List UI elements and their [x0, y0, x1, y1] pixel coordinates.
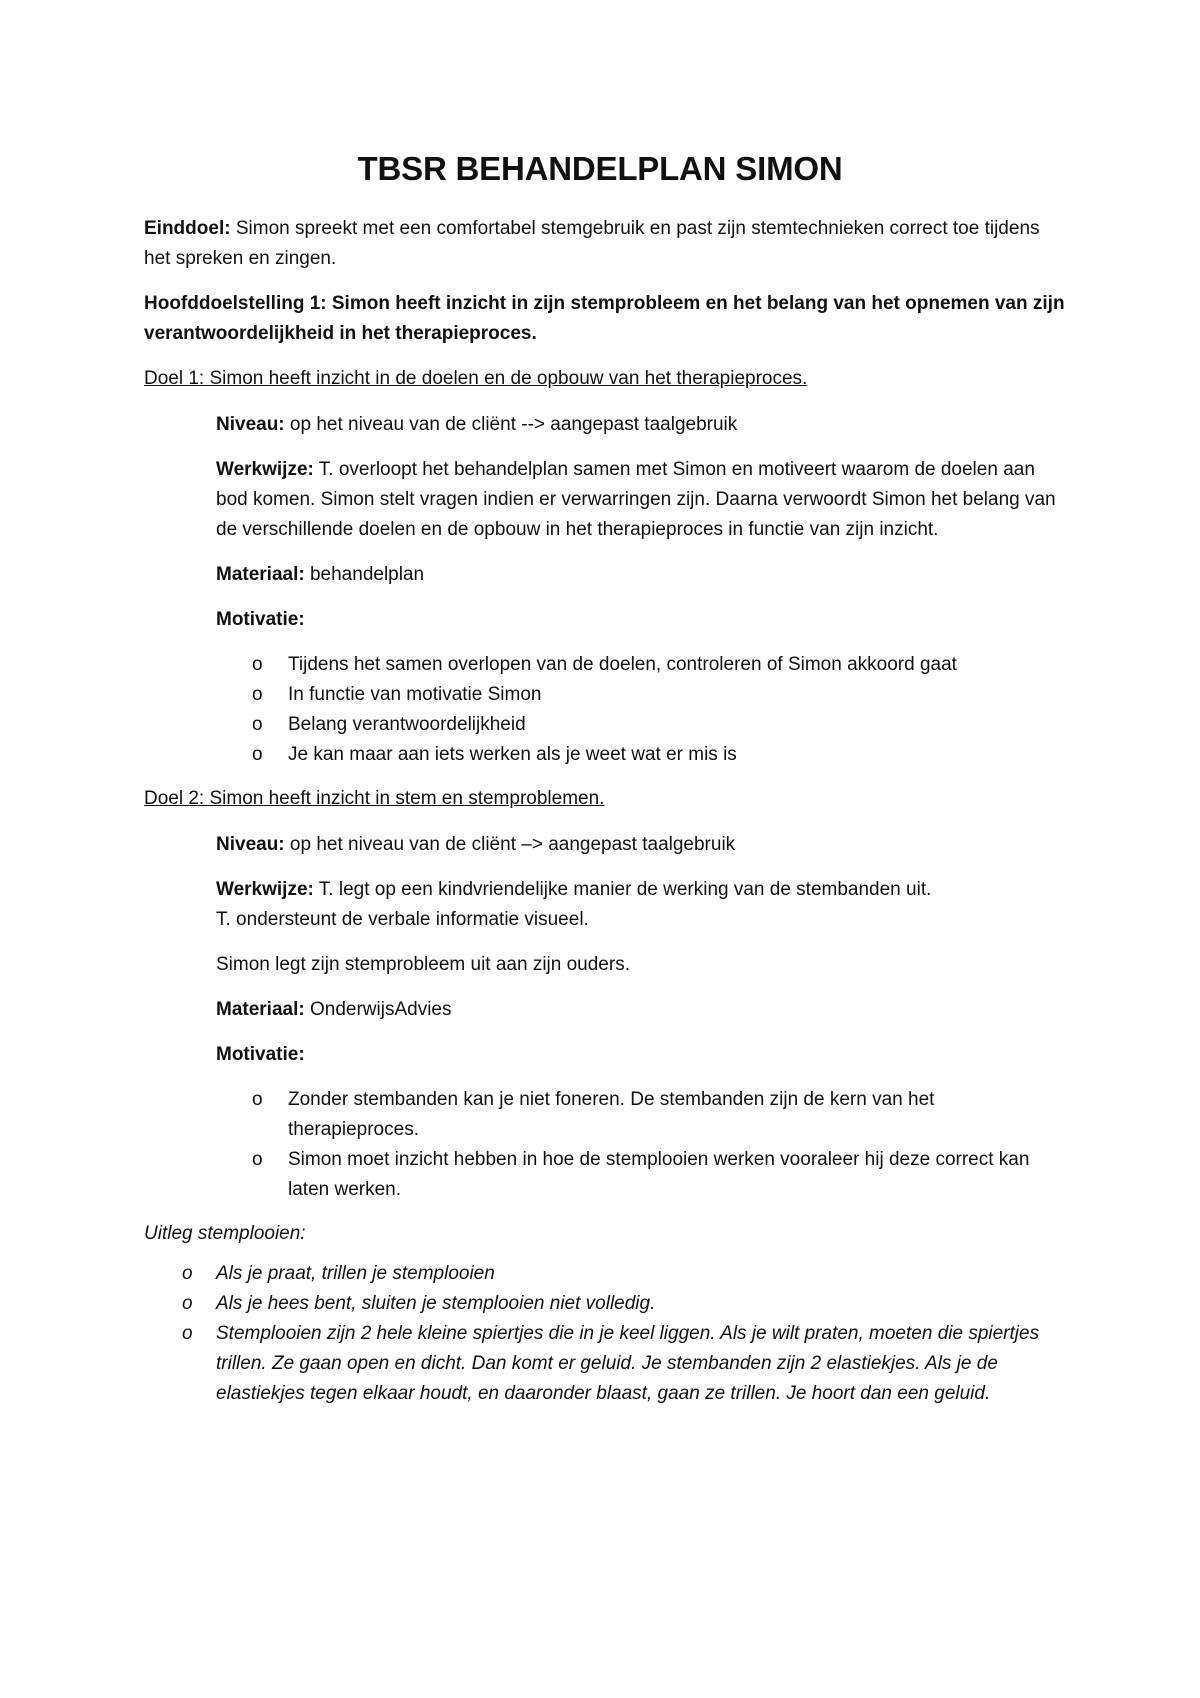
- bullet-marker: o: [252, 714, 263, 735]
- doel2-materiaal-text: OnderwijsAdvies: [304, 999, 452, 1020]
- doel2-niveau: [216, 830, 1070, 860]
- einddoel-text: Simon spreekt met een comfortabel stemgebruik en past zijn stemtechnieken correct toe tijdens het spreken en zingen.: [144, 218, 1040, 269]
- list-item: [216, 1085, 1070, 1145]
- list-item-text: In functie van motivatie Simon: [288, 684, 542, 705]
- doel2-motivatie-label: Motivatie:: [216, 1044, 305, 1065]
- hoofddoelstelling-paragraph: [144, 289, 1070, 349]
- list-item-text: Stemplooien zijn 2 hele kleine spiertjes die in je keel liggen. Als je wilt praten, moeten die spiertjes trillen. Ze gaan open en dicht. Dan komt er geluid. Je stembanden zijn 2 elastiekjes. Als je de elastiekjes tegen elkaar houdt, en daaronder blaast, gaan ze trillen. Je hoort dan een geluid.: [216, 1323, 1040, 1404]
- doel1-werkwijze: [216, 455, 1070, 545]
- doel2-heading: Doel 2: Simon heeft inzicht in stem en stemproblemen.: [144, 788, 605, 809]
- doel1-motivatie-label: Motivatie:: [216, 609, 305, 630]
- doel2-niveau-label: Niveau:: [216, 834, 285, 855]
- list-item-text: Simon moet inzicht hebben in hoe de stemplooien werken vooraleer hij deze correct kan laten werken.: [288, 1149, 1030, 1200]
- doel2-motivatie: [216, 1040, 1070, 1070]
- list-item: [216, 680, 1070, 710]
- doel1-section: [144, 410, 1070, 635]
- doel2-werkwijze-label: Werkwijze:: [216, 879, 314, 900]
- list-item-text: Als je hees bent, sluiten je stemplooien niet volledig.: [216, 1293, 656, 1314]
- list-item: [144, 1289, 1070, 1319]
- doel1-materiaal: [216, 560, 1070, 590]
- bullet-marker: o: [182, 1323, 193, 1344]
- list-item-text: Belang verantwoordelijkheid: [288, 714, 526, 735]
- hoofddoelstelling-text: Hoofddoelstelling 1: Simon heeft inzicht in zijn stemprobleem en het belang van het opnemen van zijn verantwoordelijkheid in het therapieproces.: [144, 293, 1065, 344]
- list-item: [216, 1145, 1070, 1205]
- doel1-motivatie: [216, 605, 1070, 635]
- doel2-werkwijze: [216, 875, 1070, 935]
- doel2-werkwijze-line2: T. ondersteunt de verbale informatie visueel.: [216, 909, 589, 930]
- list-item-text: Je kan maar aan iets werken als je weet wat er mis is: [288, 744, 737, 765]
- einddoel-paragraph: [144, 214, 1070, 274]
- uitleg-list: [144, 1259, 1070, 1409]
- list-item: [216, 650, 1070, 680]
- list-item: [216, 740, 1070, 770]
- list-item-text: Tijdens het samen overlopen van de doelen, controleren of Simon akkoord gaat: [288, 654, 957, 675]
- doel2-materiaal-label: Materiaal:: [216, 999, 305, 1020]
- list-item-text: Zonder stembanden kan je niet foneren. De stembanden zijn de kern van het therapieproces.: [288, 1089, 935, 1140]
- list-item: [144, 1319, 1070, 1409]
- list-item: [216, 710, 1070, 740]
- doel2-section: [144, 830, 1070, 1070]
- bullet-marker: o: [252, 1149, 263, 1170]
- uitleg-heading: Uitleg stemplooien:: [144, 1223, 306, 1244]
- doel2-motivatie-list: [144, 1085, 1070, 1205]
- doel2-niveau-text: op het niveau van de cliënt –> aangepast taalgebruik: [284, 834, 736, 855]
- bullet-marker: o: [252, 654, 263, 675]
- doel1-werkwijze-text: T. overloopt het behandelplan samen met Simon en motiveert waarom de doelen aan bod komen. Simon stelt vragen indien er verwarringen zijn. Daarna verwoordt Simon het belang van de verschillende doelen en de opbouw in het therapieproces in functie van zijn inzicht.: [216, 459, 1056, 540]
- doel2-materiaal: [216, 995, 1070, 1025]
- doel1-materiaal-text: behandelplan: [304, 564, 425, 585]
- doel1-heading: Doel 1: Simon heeft inzicht in de doelen en de opbouw van het therapieproces.: [144, 368, 808, 389]
- doel1-niveau-text: op het niveau van de cliënt --> aangepast taalgebruik: [284, 414, 738, 435]
- einddoel-label: Einddoel:: [144, 218, 231, 239]
- doel2-extra-line: Simon legt zijn stemprobleem uit aan zijn ouders.: [216, 954, 630, 975]
- list-item-text: Als je praat, trillen je stemplooien: [216, 1263, 495, 1284]
- doel2-werkwijze-line1: T. legt op een kindvriendelijke manier de werking van de stembanden uit.: [313, 879, 932, 900]
- document-title: TBSR BEHANDELPLAN SIMON: [357, 150, 843, 187]
- doel1-motivatie-list: [144, 650, 1070, 770]
- bullet-marker: o: [182, 1263, 193, 1284]
- bullet-marker: o: [252, 744, 263, 765]
- doel1-niveau-label: Niveau:: [216, 414, 285, 435]
- doel1-niveau: [216, 410, 1070, 440]
- bullet-marker: o: [252, 684, 263, 705]
- doel1-materiaal-label: Materiaal:: [216, 564, 305, 585]
- bullet-marker: o: [182, 1293, 193, 1314]
- list-item: [144, 1259, 1070, 1289]
- doel1-werkwijze-label: Werkwijze:: [216, 459, 314, 480]
- bullet-marker: o: [252, 1089, 263, 1110]
